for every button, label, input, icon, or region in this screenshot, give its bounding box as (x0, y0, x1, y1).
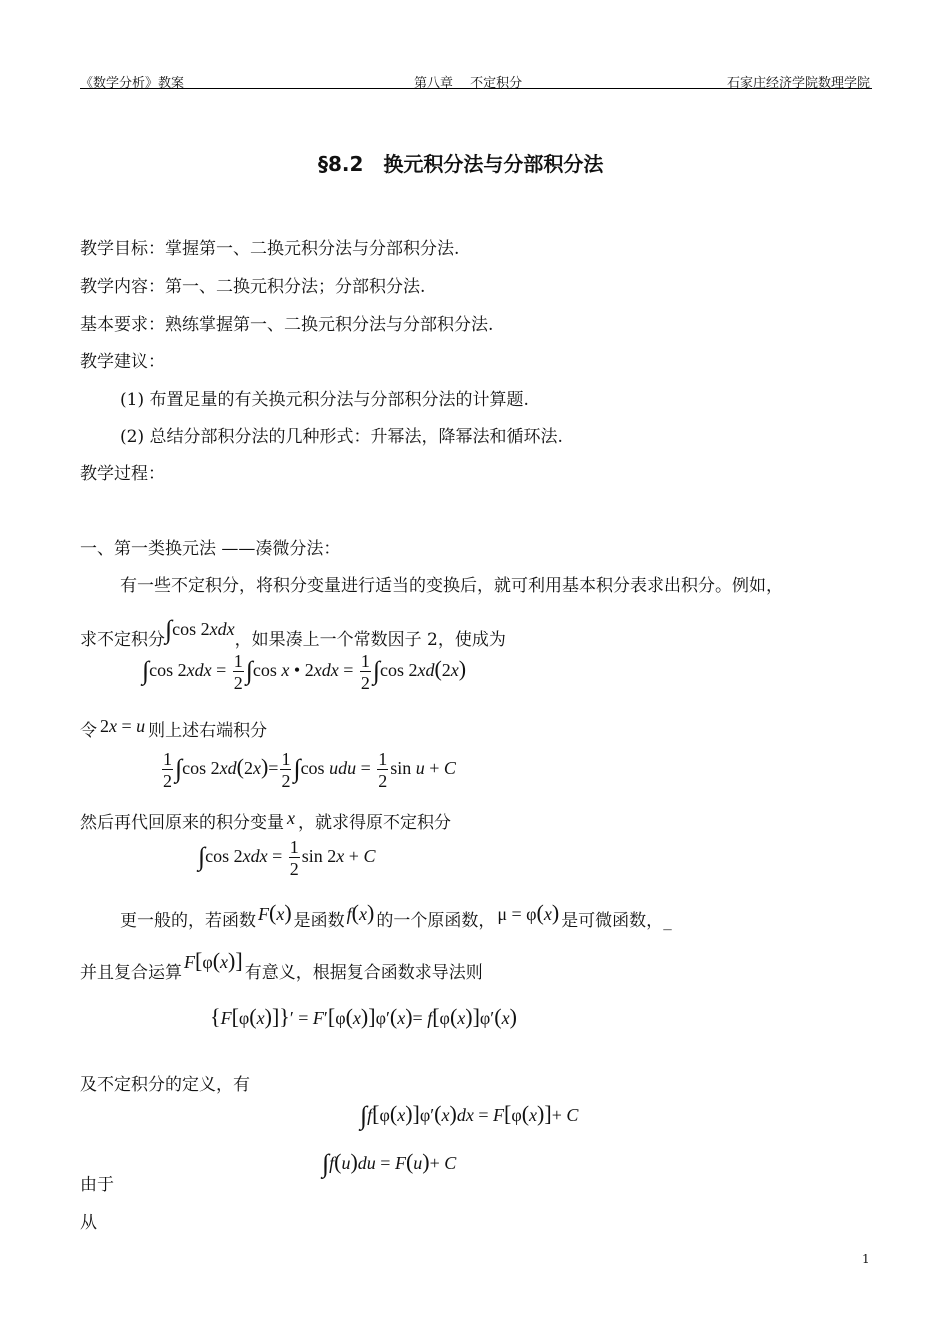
formula-inline-integral: ∫cos 2xdx (165, 615, 235, 644)
header-center: 第八章 不定积分 (414, 76, 523, 91)
page-title: §8.2 换元积分法与分部积分法 (318, 152, 604, 176)
paragraph: 及不定积分的定义，有 (80, 1075, 250, 1095)
header-rule (80, 88, 872, 89)
process-label: 教学过程： (80, 464, 165, 484)
paragraph-text: 并且复合运算 (80, 963, 182, 983)
paragraph-text: 有意义，根据复合函数求导法则 (244, 963, 483, 983)
paragraph-inline (80, 716, 267, 741)
formula-4: {F[φ(x)]}′ = F′[φ(x)]φ′(x)= f[φ(x)]φ′(x) (210, 1004, 517, 1029)
paragraph: 从 (80, 1213, 97, 1233)
basic-requirement: 基本要求：熟练掌握第一、二换元积分法与分部积分法. (80, 315, 494, 335)
paragraph-inline (80, 615, 506, 652)
paragraph: 由于 (80, 1175, 114, 1195)
paragraph-inline (80, 948, 483, 984)
paragraph-text: 是函数 (293, 911, 345, 931)
paragraph-text: 更一般的，若函数 (120, 911, 256, 931)
underscore-mark: _ (663, 911, 672, 931)
teaching-goal: 教学目标：掌握第一、二换元积分法与分部积分法. (80, 239, 460, 259)
paragraph-text: ，如果凑上一个常数因子 2，使成为 (234, 630, 506, 650)
paragraph-text: 令 (80, 721, 97, 741)
paragraph-text: 是可微函数， (561, 911, 664, 931)
paragraph-text: ，就求得原不定积分 (298, 813, 451, 833)
paragraph-inline (80, 808, 451, 833)
formula-mu-phi: μ = φ(x) (497, 900, 560, 925)
header-left: 《数学分析》教案 (80, 76, 185, 91)
formula-f-of-x: f(x) (346, 900, 375, 925)
formula-1: ∫cos 2xdx = $\frac{1}{2}$ ∫cos x • 2xdx = $\frac{1}{2}$ ∫cos 2xd(2x) (142, 651, 467, 693)
formula-2: $\frac{1}{2}$ ∫cos 2xd(2x)= $\frac{1}{2}$ ∫cos udu = $\frac{1}{2}$ sin u + C (163, 749, 456, 791)
formula-substitution: 2x = u (100, 716, 146, 736)
paragraph: 有一些不定积分，将积分变量进行适当的变换后，就可利用基本积分表求出积分。例如， (120, 576, 783, 596)
formula-composite: F[φ(x)] (184, 948, 243, 973)
paragraph-inline (120, 900, 672, 932)
suggestion-item: (2) 总结分部积分法的几种形式：升幂法，降幂法和循环法. (120, 427, 563, 447)
suggestion-label: 教学建议： (80, 352, 165, 372)
paragraph-text: 求不定积分 (80, 630, 165, 650)
formula-5: ∫f[φ(x)]φ′(x)dx = F[φ(x)]+ C (360, 1101, 579, 1130)
header-right: 石家庄经济学院数理学院 (726, 76, 870, 91)
variable-x: x (287, 808, 295, 828)
formula-6: ∫f(u)du = F(u)+ C (322, 1149, 457, 1178)
formula-F-of-x: F(x) (258, 900, 292, 925)
teaching-content: 教学内容：第一、二换元积分法；分部积分法. (80, 277, 426, 297)
paragraph-text: 然后再代回原来的积分变量 (80, 813, 284, 833)
page-number: 1 (862, 1252, 870, 1266)
paragraph-text: 则上述右端积分 (148, 721, 268, 741)
section-heading: 一、第一类换元法 ——凑微分法： (80, 539, 341, 559)
suggestion-item: (1) 布置足量的有关换元积分法与分部积分法的计算题. (120, 390, 529, 410)
paragraph-text: 的一个原函数， (376, 911, 496, 931)
formula-3: ∫cos 2xdx = $\frac{1}{2}$ sin 2x + C (198, 837, 376, 879)
